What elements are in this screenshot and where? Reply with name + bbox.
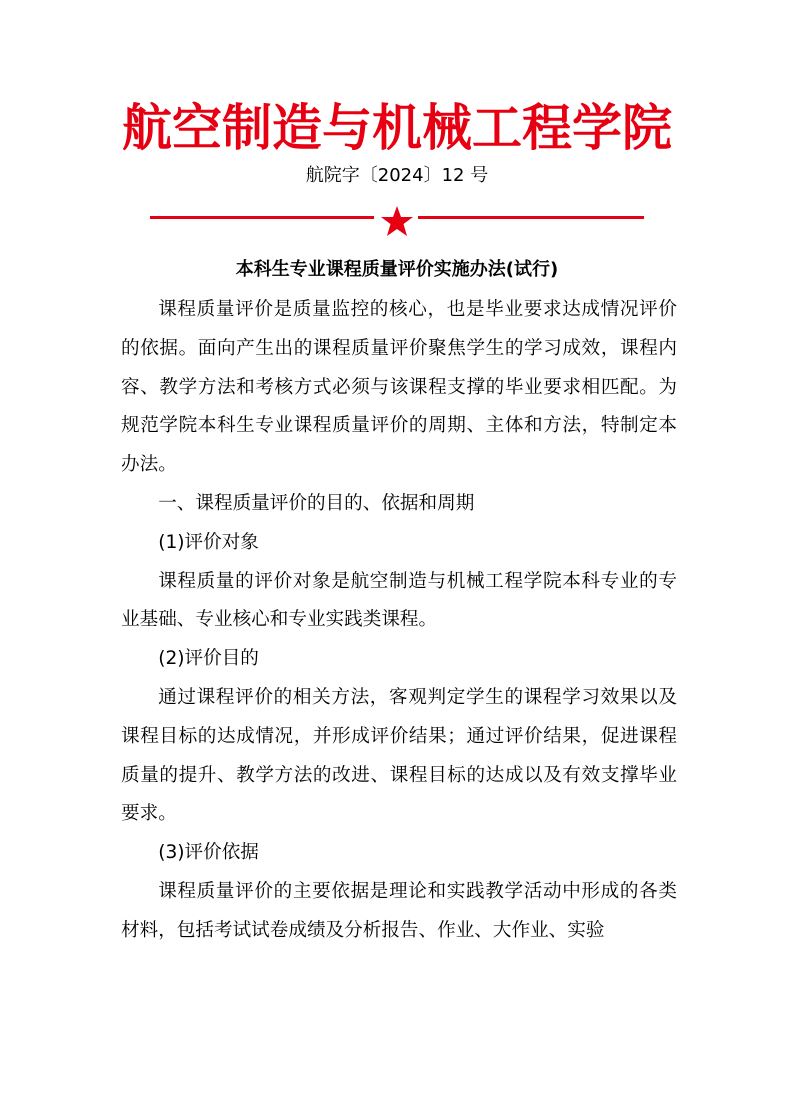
subsection-heading: (2)评价目的 — [158, 648, 259, 670]
subsection-heading: (3)评价依据 — [158, 842, 259, 864]
paragraph-intro: 课程质量评价是质量监控的核心，也是毕业要求达成情况评价的依据。面向产生出的课程质量评价聚焦学生的学习成效，课程内容、教学方法和考核方式必须与该课程支撑的毕业要求相匹配。为规范学院本科生专业课程质量评价的周期、主体和方法，特制定本办法。 — [121, 299, 677, 476]
document-body — [121, 291, 677, 951]
paragraph: 课程质量的评价对象是航空制造与机械工程学院本科专业的专业基础、专业核心和专业实践类课程。 — [121, 570, 677, 631]
org-name-heading: 航空制造与机械工程学院 — [122, 99, 672, 157]
document-title: 本科生专业课程质量评价实施办法(试行) — [235, 259, 559, 280]
document-number: 航院字〔2024〕12 号 — [305, 165, 489, 186]
paragraph: 课程质量评价的主要依据是理论和实践教学活动中形成的各类材料，包括考试试卷成绩及分析报告、作业、大作业、实验 — [121, 880, 677, 941]
star-icon — [380, 205, 414, 237]
red-divider-left — [150, 216, 374, 219]
section-heading: 一、课程质量评价的目的、依据和周期 — [158, 492, 475, 514]
red-divider-right — [418, 216, 644, 219]
paragraph: 通过课程评价的相关方法，客观判定学生的课程学习效果以及课程目标的达成情况，并形成评价结果；通过评价结果，促进课程质量的提升、教学方法的改进、课程目标的达成以及有效支撑毕业要求。 — [121, 686, 677, 825]
subsection-heading: (1)评价对象 — [158, 531, 259, 553]
